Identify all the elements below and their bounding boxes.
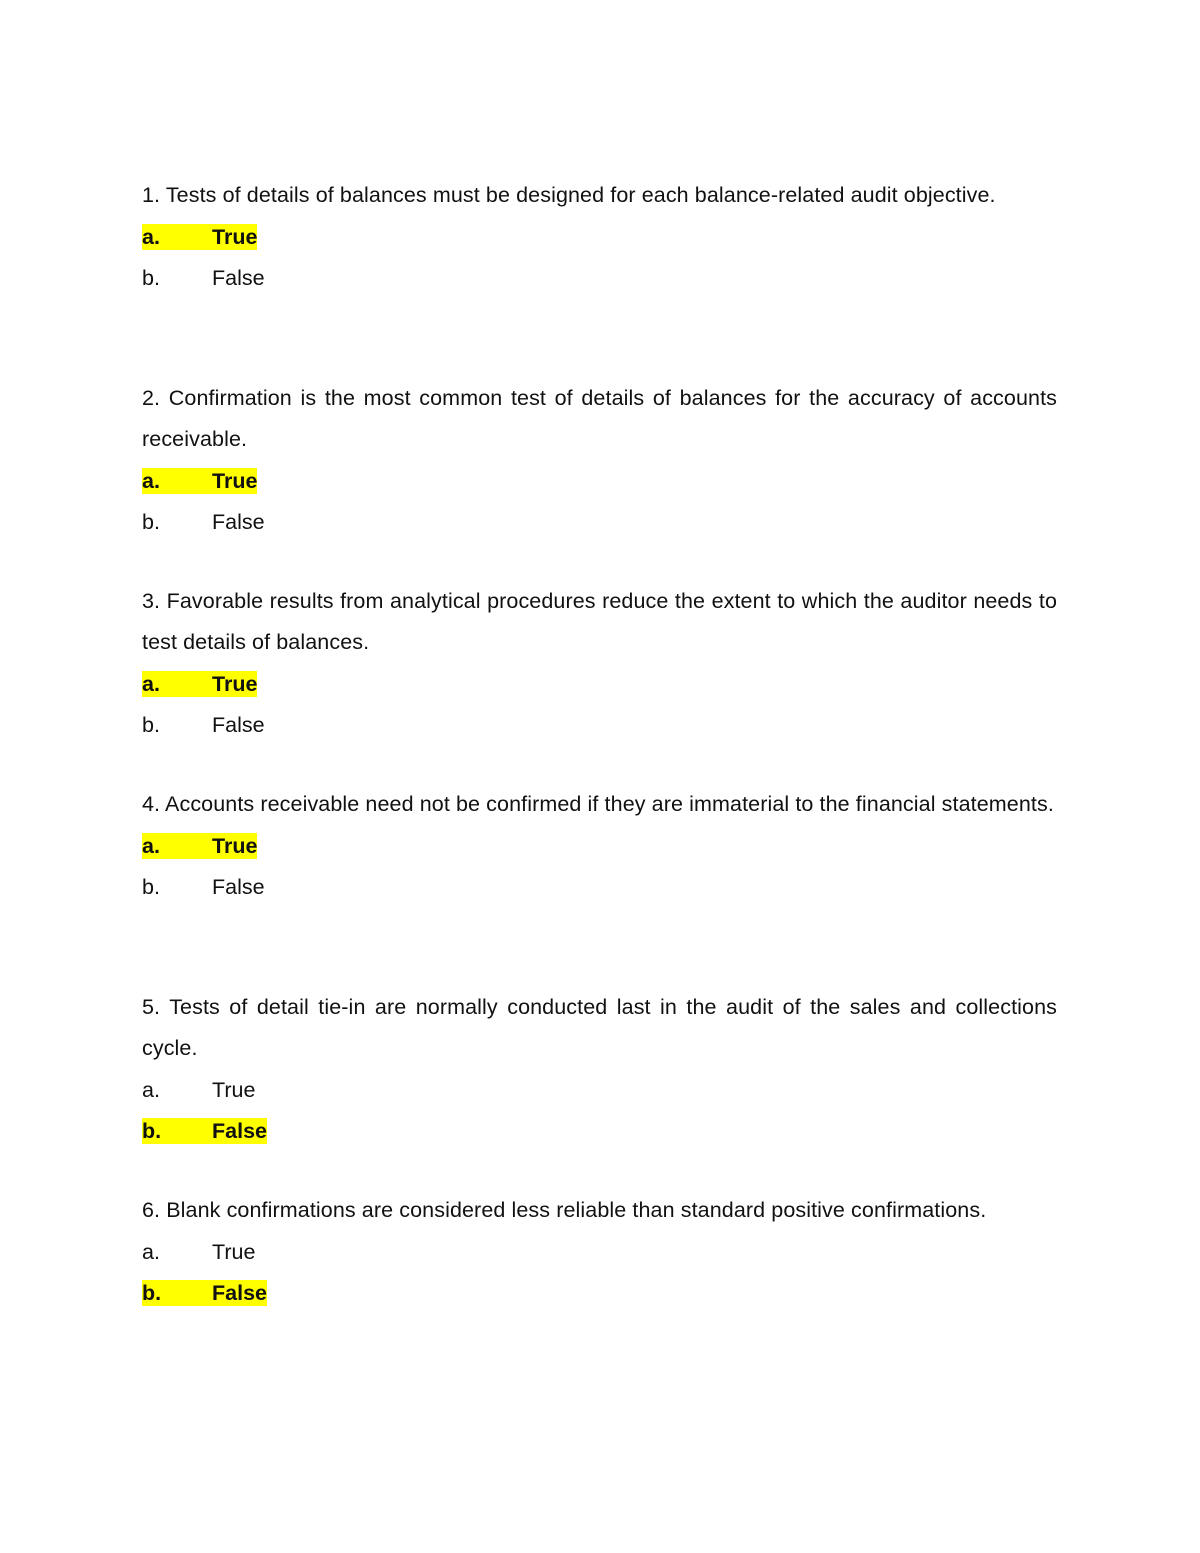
option-text: True (212, 1077, 256, 1102)
question-2-number: 2. (142, 386, 161, 410)
question-3-statement: Favorable results from analytical procedures reduce the extent to which the auditor needs to test details of balances. (142, 589, 1057, 654)
question-1 (142, 175, 1057, 298)
option-text: True (212, 833, 258, 858)
option-letter: a. (142, 468, 160, 493)
option-text: False (212, 874, 265, 899)
question-5-statement: Tests of detail tie-in are normally conducted last in the audit of the sales and collections cycle. (142, 995, 1057, 1060)
option-text: False (212, 1280, 267, 1305)
option-letter: b. (142, 1118, 162, 1143)
question-6-statement: Blank confirmations are considered less reliable than standard positive confirmations. (166, 1198, 987, 1222)
question-4-statement: Accounts receivable need not be confirmed if they are immaterial to the financial statements. (165, 792, 1054, 816)
question-6-number: 6. (142, 1198, 161, 1222)
option-letter: a. (142, 671, 160, 696)
option-letter: a. (142, 224, 160, 249)
question-6-option-b (142, 1272, 1057, 1313)
option-letter: a. (142, 1239, 160, 1264)
question-4-number: 4. (142, 792, 161, 816)
question-2-option-a (142, 460, 1057, 501)
question-5-number: 5. (142, 995, 161, 1019)
question-4-option-a (142, 825, 1057, 866)
option-text: True (212, 671, 258, 696)
question-5-option-b (142, 1110, 1057, 1151)
question-1-option-a (142, 216, 1057, 257)
option-letter: b. (142, 874, 160, 899)
question-6 (142, 1190, 1057, 1313)
option-text: False (212, 1118, 267, 1143)
option-letter: b. (142, 712, 160, 737)
option-letter: b. (142, 509, 160, 534)
question-2-statement: Confirmation is the most common test of details of balances for the accuracy of accounts receivable. (142, 386, 1057, 451)
option-letter: a. (142, 833, 160, 858)
question-4-text (142, 784, 1057, 825)
question-5 (142, 987, 1057, 1151)
question-1-option-b (142, 257, 1057, 298)
option-text: True (212, 468, 258, 493)
option-letter: b. (142, 265, 160, 290)
question-2-text (142, 378, 1057, 460)
option-letter: a. (142, 1077, 160, 1102)
question-1-text (142, 175, 1057, 216)
question-3-text (142, 581, 1057, 663)
question-4 (142, 784, 1057, 907)
option-text: False (212, 265, 265, 290)
question-3-number: 3. (142, 589, 161, 613)
option-text: True (212, 1239, 256, 1264)
option-letter: b. (142, 1280, 162, 1305)
question-3 (142, 581, 1057, 745)
question-5-option-a (142, 1069, 1057, 1110)
question-2-option-b (142, 501, 1057, 542)
question-3-option-a (142, 663, 1057, 704)
question-6-option-a (142, 1231, 1057, 1272)
question-1-statement: Tests of details of balances must be designed for each balance-related audit objective. (165, 183, 996, 207)
option-text: False (212, 509, 265, 534)
question-3-option-b (142, 704, 1057, 745)
question-1-number: 1. (142, 183, 161, 207)
question-6-text (142, 1190, 1057, 1231)
question-2 (142, 378, 1057, 542)
option-text: True (212, 224, 258, 249)
question-4-option-b (142, 866, 1057, 907)
question-5-text (142, 987, 1057, 1069)
option-text: False (212, 712, 265, 737)
